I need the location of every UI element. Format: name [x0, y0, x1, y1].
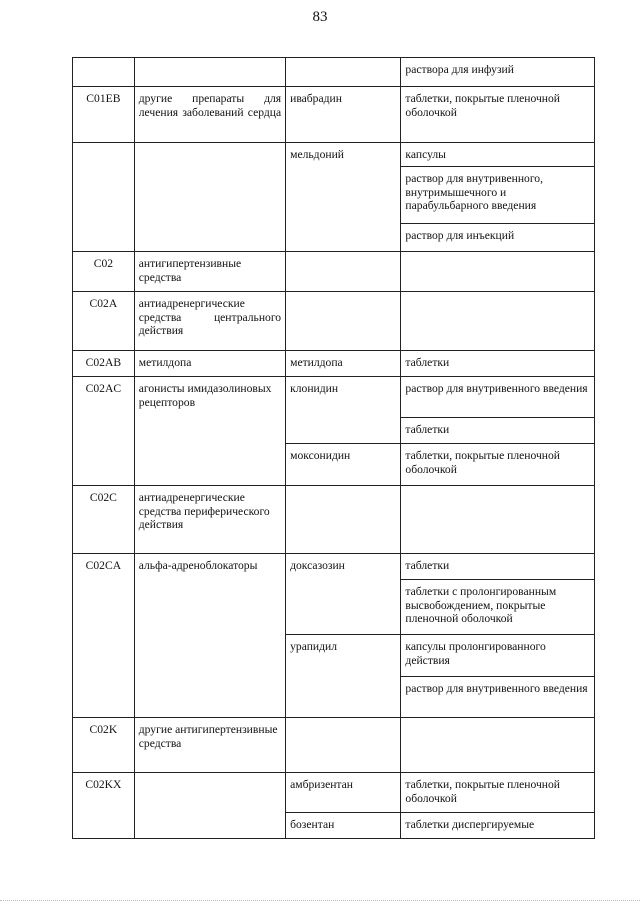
- drug-name-cell: [286, 58, 401, 87]
- group-cell: антиадренергические средства центрального действия: [134, 292, 285, 351]
- dosage-form-cell: таблетки: [401, 351, 595, 377]
- dosage-form-cell: [401, 486, 595, 554]
- drug-name-cell: метилдопа: [286, 351, 401, 377]
- table-row: [73, 87, 595, 143]
- atc-code-cell: [73, 58, 135, 87]
- group-cell: [134, 58, 285, 87]
- table-row: [73, 718, 595, 773]
- drug-name-cell: мельдоний: [286, 143, 401, 252]
- drug-name-cell: [286, 292, 401, 351]
- dosage-form-cell: капсулы пролонгированного действия: [401, 635, 595, 677]
- atc-code-cell: C02AC: [73, 377, 135, 486]
- atc-code-cell: C02C: [73, 486, 135, 554]
- group-cell: агонисты имидазолиновых рецепторов: [134, 377, 285, 486]
- drug-name-cell: моксонидин: [286, 444, 401, 486]
- dosage-form-cell: таблетки диспергируемые: [401, 813, 595, 839]
- group-cell: альфа-адреноблокаторы: [134, 554, 285, 718]
- dosage-form-cell: раствор для внутривенного введения: [401, 677, 595, 718]
- atc-code-cell: C02CA: [73, 554, 135, 718]
- table-row: [73, 773, 595, 813]
- dosage-form-cell: раствор для инъекций: [401, 224, 595, 252]
- dosage-form-cell: [401, 252, 595, 292]
- dosage-form-cell: [401, 292, 595, 351]
- dosage-form-cell: таблетки: [401, 554, 595, 580]
- drug-name-cell: ивабрадин: [286, 87, 401, 143]
- scan-edge-line: [0, 900, 640, 901]
- dosage-form-cell: раствора для инфузий: [401, 58, 595, 87]
- dosage-form-cell: раствор для внутривенного введения: [401, 377, 595, 418]
- dosage-form-cell: таблетки, покрытые пленочной оболочкой: [401, 773, 595, 813]
- dosage-form-cell: капсулы: [401, 143, 595, 167]
- group-cell: антигипертензивные средства: [134, 252, 285, 292]
- page-number: 83: [312, 9, 328, 25]
- dosage-form-cell: таблетки, покрытые пленочной оболочкой: [401, 87, 595, 143]
- atc-code-cell: C02AB: [73, 351, 135, 377]
- atc-code-cell: C01EB: [73, 87, 135, 143]
- table-row: [73, 58, 595, 87]
- dosage-form-cell: [401, 718, 595, 773]
- drug-table: [72, 57, 595, 839]
- drug-name-cell: [286, 486, 401, 554]
- dosage-form-cell: таблетки с пролонгированным высвобождением, покрытые пленочной оболочкой: [401, 580, 595, 635]
- table-row: [73, 554, 595, 580]
- table-row: [73, 377, 595, 418]
- drug-name-cell: клонидин: [286, 377, 401, 444]
- atc-code-cell: C02: [73, 252, 135, 292]
- atc-code-cell: C02A: [73, 292, 135, 351]
- group-cell: [134, 143, 285, 252]
- drug-name-cell: [286, 252, 401, 292]
- table-row: [73, 351, 595, 377]
- dosage-form-cell: таблетки, покрытые пленочной оболочкой: [401, 444, 595, 486]
- drug-name-cell: бозентан: [286, 813, 401, 839]
- group-cell: антиадренергические средства периферического действия: [134, 486, 285, 554]
- drug-name-cell: доксазозин: [286, 554, 401, 635]
- drug-name-cell: [286, 718, 401, 773]
- group-cell: другие препараты для лечения заболеваний сердца: [134, 87, 285, 143]
- drug-name-cell: урапидил: [286, 635, 401, 718]
- table-row: [73, 252, 595, 292]
- group-cell: метилдопа: [134, 351, 285, 377]
- table-row: [73, 143, 595, 167]
- table-row: [73, 292, 595, 351]
- group-cell: [134, 773, 285, 839]
- group-cell: другие антигипертензивные средства: [134, 718, 285, 773]
- drug-name-cell: амбризентан: [286, 773, 401, 813]
- table-row: [73, 486, 595, 554]
- atc-code-cell: C02K: [73, 718, 135, 773]
- dosage-form-cell: таблетки: [401, 418, 595, 444]
- atc-code-cell: [73, 143, 135, 252]
- dosage-form-cell: раствор для внутривенного, внутримышечного и парабульбарного введения: [401, 167, 595, 224]
- atc-code-cell: C02KX: [73, 773, 135, 839]
